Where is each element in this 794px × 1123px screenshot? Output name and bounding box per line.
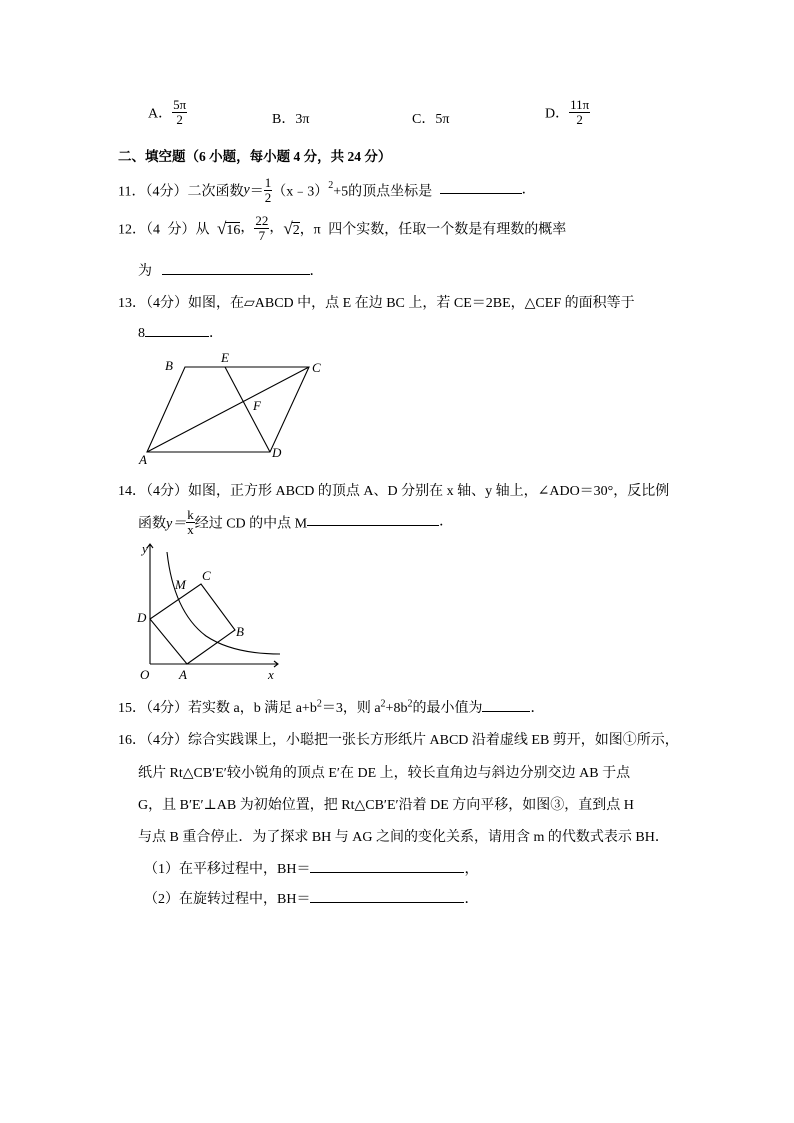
q12-frac-numerator: 22 <box>255 213 269 228</box>
question-16-line3: G，且 B′E′⊥AB 为初始位置，把 Rt△CB′E′沿着 DE 方向平移，如图③，直到点 H <box>138 798 634 813</box>
q13-end: ． <box>209 326 223 341</box>
q15-mid: ＝3，则 a <box>321 701 381 716</box>
q12-answer-blank[interactable] <box>162 262 310 275</box>
q11-eq: ＝ <box>249 184 264 200</box>
label-x: x <box>268 667 274 682</box>
label-a: A <box>179 667 187 682</box>
label-y: y <box>142 541 148 556</box>
q14-numerator: k <box>187 507 194 522</box>
q13-line2-prefix: 8 <box>138 326 145 341</box>
q11-end: ． <box>521 182 536 198</box>
question-13-line2 <box>138 322 223 342</box>
q13-figure <box>136 350 336 466</box>
q11-var-y: y <box>243 182 250 198</box>
question-15 <box>118 697 544 717</box>
q15-mid2: +8b <box>385 701 408 716</box>
q14-answer-blank[interactable] <box>307 513 439 526</box>
q14-figure <box>134 538 284 684</box>
q15-answer-blank[interactable] <box>482 699 530 712</box>
q11-tail: +5的顶点坐标是 <box>333 184 433 200</box>
option-a-fraction <box>172 98 187 127</box>
q16-sub2-answer-blank[interactable] <box>310 890 464 903</box>
q15-prefix: 15．（4分）若实数 a，b 满足 a+b <box>118 701 317 716</box>
q11-paren: （x﹣3） <box>272 184 329 200</box>
question-11 <box>118 176 536 205</box>
label-c: C <box>312 360 321 375</box>
option-a <box>148 98 187 127</box>
option-a-denominator: 2 <box>176 112 183 127</box>
question-16-line4: 与点 B 重合停止．为了探求 BH 与 AG 之间的变化关系，请用含 m 的代数式表示 BH． <box>138 830 669 845</box>
label-a: A <box>139 452 147 466</box>
segment-ed <box>225 367 270 452</box>
q12-frac-denominator: 7 <box>258 228 266 243</box>
label-c: C <box>202 568 211 583</box>
q16-sub1-answer-blank[interactable] <box>310 860 464 873</box>
q11-exponent: 2 <box>328 180 334 192</box>
q16-sub1-end: ， <box>464 862 479 877</box>
option-a-numerator: 5π <box>173 97 187 112</box>
q12-sqrt-2: √2 <box>283 218 300 238</box>
q11-answer-blank[interactable] <box>440 181 522 194</box>
q15-end: ． <box>530 701 545 716</box>
section-title: 二、填空题（6 小题，每小题 4 分，共 24 分） <box>118 149 392 164</box>
option-d <box>545 98 590 127</box>
label-b: B <box>236 624 244 639</box>
q14-end: ． <box>439 514 454 530</box>
question-14: 14．（4分）如图，正方形 ABCD 的顶点 A、D 分别在 x 轴、y 轴上，∠ADO＝30°，反比例 <box>118 484 670 499</box>
q12-end: ． <box>309 264 324 279</box>
option-b: B．3π <box>272 112 310 127</box>
label-d: D <box>137 610 147 625</box>
q11-denominator: 2 <box>264 190 272 205</box>
q15-tail: 的最小值为 <box>412 701 483 716</box>
q11-numerator: 1 <box>264 175 272 190</box>
q13-answer-blank[interactable] <box>145 324 209 337</box>
option-a-label: A． <box>148 106 173 122</box>
q15-exp3: 2 <box>407 698 413 710</box>
question-16-line2: 纸片 Rt△CB′E′较小锐角的顶点 E′在 DE 上，较长直角边与斜边分别交边 AB 于点 <box>138 766 631 781</box>
q14-var-y: y＝ <box>166 516 187 532</box>
q15-exp1: 2 <box>316 698 322 710</box>
label-m: M <box>175 577 186 592</box>
q12-sqrt1-value: 16 <box>226 222 241 238</box>
q12-line2-prefix: 为 <box>138 264 152 279</box>
option-d-numerator: 11π <box>570 97 590 112</box>
q12-sqrt-16: √16 <box>217 218 241 238</box>
question-12-line2 <box>138 260 324 280</box>
diagonal-ac <box>147 367 309 452</box>
q16-sub1-prefix: （1）在平移过程中，BH＝ <box>144 862 311 877</box>
label-d: D <box>272 445 282 460</box>
q12-sqrt2-value: 2 <box>292 222 300 238</box>
q16-sub2-prefix: （2）在旋转过程中，BH＝ <box>144 892 311 907</box>
q11-prefix: 11．（4分）二次函数 <box>118 184 244 200</box>
q14-fraction <box>186 508 195 537</box>
option-d-denominator: 2 <box>576 112 583 127</box>
q15-exp2: 2 <box>380 698 386 710</box>
option-c: C．5π <box>412 112 450 127</box>
option-d-fraction <box>569 98 590 127</box>
label-b: B <box>165 358 173 373</box>
label-f: F <box>253 398 261 413</box>
q14-denominator: x <box>187 522 194 537</box>
label-o: O <box>140 667 150 682</box>
label-e: E <box>221 350 229 365</box>
q14-line2-tail: 经过 CD 的中点 M <box>194 516 308 532</box>
question-16-sub1 <box>144 858 478 878</box>
question-14-line2 <box>138 508 453 537</box>
q12-fraction <box>254 214 269 243</box>
q14-line2-prefix: 函数 <box>138 516 166 532</box>
q12-prefix: 12．（4 分）从 <box>118 222 210 238</box>
square-abcd <box>150 584 235 664</box>
question-16-line1: 16．（4分）综合实践课上，小聪把一张长方形纸片 ABCD 沿着虚线 EB 剪开，如图①所示， <box>118 733 679 748</box>
q11-fraction <box>264 176 273 205</box>
q16-sub2-end: ． <box>464 892 479 907</box>
option-d-label: D． <box>545 106 570 122</box>
q12-tail: ，π 四个实数，任取一个数是有理数的概率 <box>299 222 567 238</box>
question-16-sub2 <box>144 888 478 908</box>
question-12: 12．（4 分）从 √16， $\frac{22}{7}$ ，√2，π 四个实数，任取一个数是有理数的概率 <box>118 213 567 243</box>
question-13: 13．（4分）如图，在▱ABCD 中，点 E 在边 BC 上，若 CE＝2BE，△CEF 的面积等于 <box>118 296 635 311</box>
